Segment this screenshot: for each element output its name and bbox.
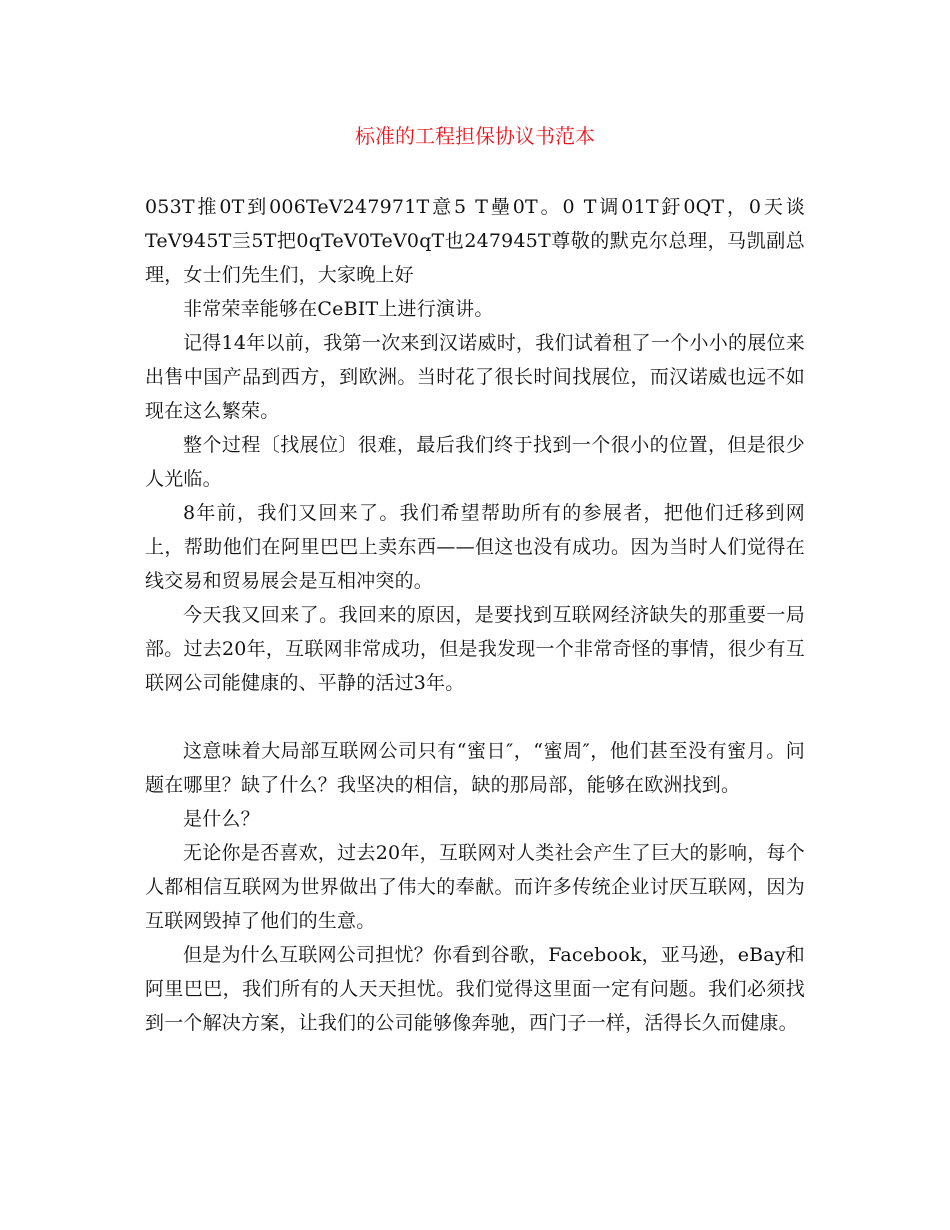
paragraph-8: 是什么？ — [183, 808, 260, 830]
paragraph-7: 这意味着大局部互联网公司只有“蜜日″，“蜜周″，他们甚至没有蜜月。问题在哪里？缺了什么？我坚决的相信，缺的那局部，能够在欧洲找到。 — [145, 740, 805, 796]
paragraph-4: 整个过程〔找展位〕很难，最后我们终于找到一个很小的位置，但是很少人光临。 — [145, 434, 805, 490]
paragraph-2: 非常荣幸能够在CeBIT上进行演讲。 — [183, 298, 494, 320]
paragraph-3: 记得14年以前，我第一次来到汉诺威时，我们试着租了一个小小的展位来出售中国产品到西方，到欧洲。当时花了很长时间找展位，而汉诺威也远不如现在这么繁荣。 — [145, 332, 805, 422]
paragraph-5: 8年前，我们又回来了。我们希望帮助所有的参展者，把他们迁移到网上，帮助他们在阿里巴巴上卖东西——但这也没有成功。因为当时人们觉得在线交易和贸易展会是互相冲突的。 — [145, 502, 805, 592]
paragraph-6: 今天我又回来了。我回来的原因，是要找到互联网经济缺失的那重要一局部。过去20年，互联网非常成功，但是我发现一个非常奇怪的事情，很少有互联网公司能健康的、平静的活过3年。 — [145, 604, 805, 694]
document-body — [145, 190, 805, 1040]
paragraph-9: 无论你是否喜欢，过去20年，互联网对人类社会产生了巨大的影响，每个人都相信互联网为世界做出了伟大的奉献。而许多传统企业讨厌互联网，因为互联网毁掉了他们的生意。 — [145, 842, 805, 932]
paragraph-spacer — [145, 700, 805, 734]
paragraph-10: 但是为什么互联网公司担忧？你看到谷歌，Facebook，亚马逊，eBay和阿里巴巴，我们所有的人天天担忧。我们觉得这里面一定有问题。我们必须找到一个解决方案，让我们的公司能够像奔驰，西门子一样，活得长久而健康。 — [145, 944, 805, 1034]
document-title: 标准的工程担保协议书范本 — [355, 124, 595, 148]
paragraph-1: 053T推0T到006TeV247971T意5 T壘0T。0 T调01T釪0QT，0天谈TeV945T亖5T把0qTeV0TeV0qT也247945T尊敬的默克尔总理，马凯副总理，女士们先生们，大家晚上好 — [145, 196, 805, 286]
